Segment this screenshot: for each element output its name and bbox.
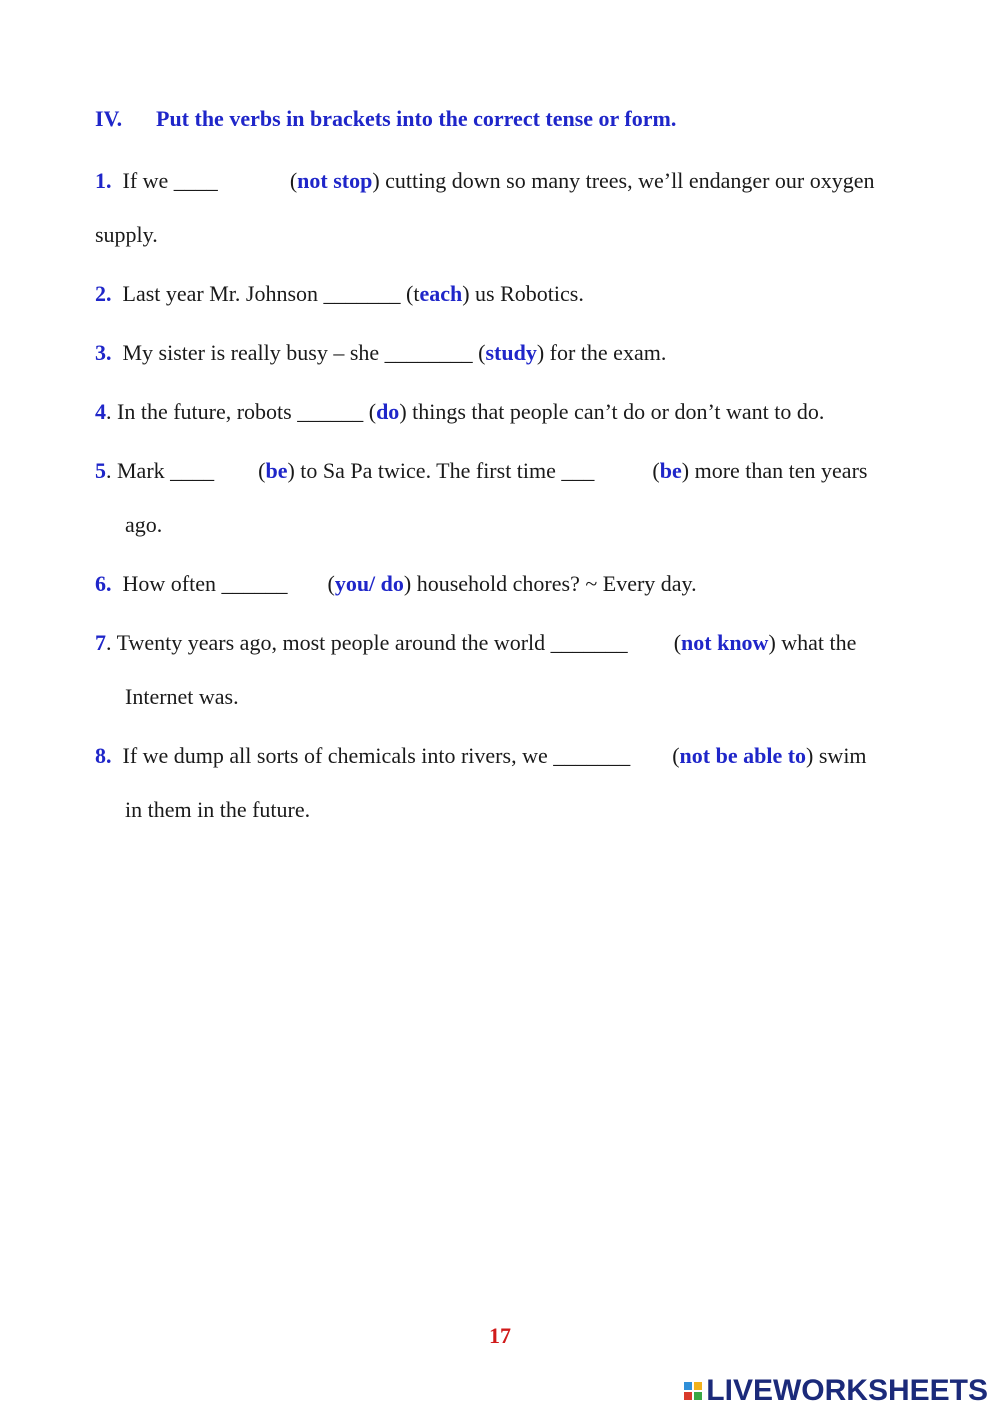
section-heading xyxy=(95,106,676,132)
section-instruction: Put the verbs in brackets into the correct tense or form. xyxy=(156,106,677,131)
item-text: ) household chores? ~ Every day. xyxy=(403,571,697,596)
item-text: If we ____ xyxy=(122,168,218,193)
item-text: ) what the xyxy=(768,630,857,655)
item-text: supply. xyxy=(95,222,158,247)
item-text: ) us Robotics. xyxy=(462,281,584,306)
liveworksheets-logo-icon xyxy=(684,1382,702,1400)
item-text: My sister is really busy – she ________ ( xyxy=(122,340,486,365)
item-number: 8. xyxy=(95,743,112,768)
item-number: 3. xyxy=(95,340,112,365)
item-text: ago. xyxy=(125,512,163,537)
item-text: . In the future, robots ______ ( xyxy=(106,399,377,424)
item-text: . Twenty years ago, most people around the world _______ xyxy=(106,630,628,655)
brand-name: LIVEWORKSHEETS xyxy=(706,1374,988,1407)
verb-hint: be xyxy=(265,458,288,483)
verb-hint: study xyxy=(485,340,537,365)
verb-hint: not be able to xyxy=(679,743,807,768)
exercise-item-8: 8. If we dump all sorts of chemicals into rivers, we _______ (not be able to) swim xyxy=(95,743,867,768)
item-text: ) more than ten years xyxy=(681,458,868,483)
brand-watermark xyxy=(684,1374,988,1408)
exercise-item-1-continued xyxy=(95,220,928,250)
item-text: in them in the future. xyxy=(125,797,311,822)
verb-hint: not know xyxy=(681,630,769,655)
verb-hint: not stop xyxy=(297,168,373,193)
item-text: cutting down so many trees, we’ll endanger our oxygen xyxy=(379,168,875,193)
exercise-item-4 xyxy=(95,397,928,427)
item-text: ) for the exam. xyxy=(536,340,667,365)
exercise-item-6: 6. How often ______ (you/ do) household chores? ~ Every day. xyxy=(95,571,697,596)
exercise-item-1: 1. If we ____ (not stop) cutting down so many trees, we’ll endanger our oxygen xyxy=(95,168,875,193)
item-number: 6. xyxy=(95,571,112,596)
item-text: . Mark ____ xyxy=(106,458,215,483)
item-text: How often ______ xyxy=(122,571,288,596)
item-number: 4 xyxy=(95,399,106,424)
exercise-item-5: 5. Mark ____ (be) to Sa Pa twice. The first time ___ (be) more than ten years xyxy=(95,458,868,483)
exercise-item-5-continued xyxy=(125,510,928,540)
verb-hint: each xyxy=(419,281,463,306)
exercise-item-7: 7. Twenty years ago, most people around the world _______ (not know) what the xyxy=(95,630,857,655)
exercise-item-2 xyxy=(95,279,928,309)
section-number: IV. xyxy=(95,106,123,131)
item-text: Last year Mr. Johnson _______ (t xyxy=(122,281,420,306)
item-text: ) to Sa Pa twice. The first time ___ xyxy=(287,458,595,483)
item-text: Internet was. xyxy=(125,684,239,709)
item-number: 2. xyxy=(95,281,112,306)
verb-hint: do xyxy=(376,399,400,424)
verb-hint: be xyxy=(659,458,682,483)
exercise-item-7-continued xyxy=(125,682,928,712)
exercise-item-8-continued xyxy=(125,795,928,825)
item-number: 7 xyxy=(95,630,106,655)
item-text: ) swim xyxy=(806,743,867,768)
verb-hint: you/ do xyxy=(334,571,404,596)
item-text: ) things that people can’t do or don’t want to do. xyxy=(399,399,825,424)
item-number: 1. xyxy=(95,168,112,193)
item-text: If we dump all sorts of chemicals into rivers, we _______ xyxy=(122,743,631,768)
page-number: 17 xyxy=(489,1323,511,1348)
exercise-item-3 xyxy=(95,338,928,368)
item-number: 5 xyxy=(95,458,106,483)
